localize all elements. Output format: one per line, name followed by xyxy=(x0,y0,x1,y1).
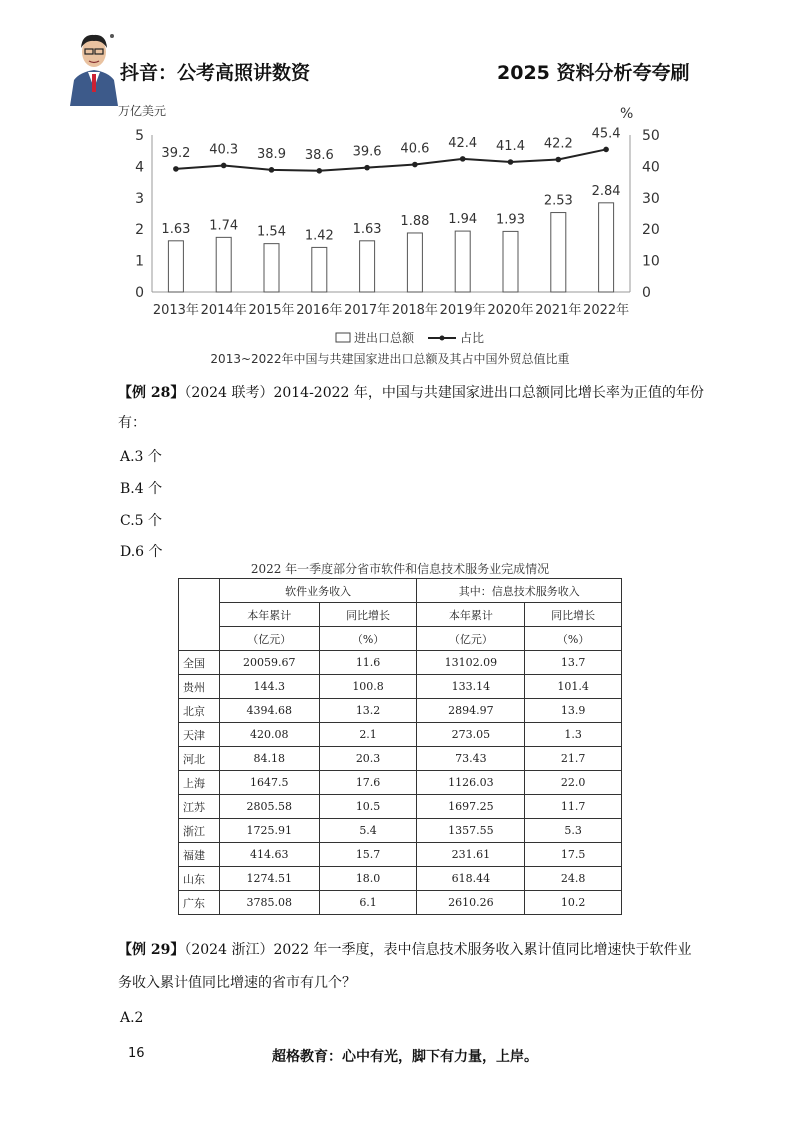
y-left-tick-label: 3 xyxy=(135,190,144,207)
y-right-tick-label: 50 xyxy=(642,128,660,144)
table-row xyxy=(179,795,622,819)
it-cum-cell: 2610.26 xyxy=(417,891,525,915)
col-sw-cum-unit: （亿元） xyxy=(219,627,319,651)
group-it-services: 其中：信息技术服务收入 xyxy=(417,579,622,603)
bar-value-label: 1.42 xyxy=(304,228,334,244)
bar xyxy=(216,237,231,292)
it-growth-cell: 22.0 xyxy=(525,771,622,795)
it-growth-cell: 13.7 xyxy=(525,651,622,675)
it-cum-cell: 73.43 xyxy=(417,747,525,771)
x-tick-label: 2021年 xyxy=(535,303,582,318)
bar-value-label: 1.88 xyxy=(400,213,430,229)
ratio-point xyxy=(508,159,514,165)
region-cell: 浙江 xyxy=(179,819,220,843)
ratio-point xyxy=(364,165,370,171)
table-row xyxy=(179,771,622,795)
region-cell: 上海 xyxy=(179,771,220,795)
q29-text-1: （2024 浙江）2022 年一季度，表中信息技术服务收入累计值同比增速快于软件业 xyxy=(184,942,692,958)
header-left-title: 抖音：公考高照讲数资 xyxy=(120,62,311,84)
it-growth-cell: 13.9 xyxy=(525,699,622,723)
bar xyxy=(312,247,327,292)
ratio-point xyxy=(603,147,609,153)
sw-cum-cell: 4394.68 xyxy=(219,699,319,723)
sw-growth-cell: 20.3 xyxy=(319,747,417,771)
sw-cum-cell: 2805.58 xyxy=(219,795,319,819)
q29-text-2: 务收入累计值同比增速的省市有几个？ xyxy=(118,975,356,991)
q28-option-d: D.6 个 xyxy=(120,544,163,560)
table-row xyxy=(179,747,622,771)
sw-growth-cell: 6.1 xyxy=(319,891,417,915)
sw-cum-cell: 1274.51 xyxy=(219,867,319,891)
x-tick-label: 2014年 xyxy=(200,303,247,318)
table-row xyxy=(179,723,622,747)
sw-growth-cell: 100.8 xyxy=(319,675,417,699)
ratio-point xyxy=(460,156,466,162)
sw-growth-cell: 5.4 xyxy=(319,819,417,843)
bar-value-label: 1.63 xyxy=(352,221,382,237)
it-cum-cell: 13102.09 xyxy=(417,651,525,675)
table-row xyxy=(179,675,622,699)
legend-line-label: 占比 xyxy=(460,331,485,345)
q28-option-b: B.4 个 xyxy=(120,481,163,497)
x-tick-label: 2015年 xyxy=(248,303,295,318)
bar-value-label: 1.54 xyxy=(257,224,286,240)
it-growth-cell: 101.4 xyxy=(525,675,622,699)
ratio-value-label: 40.6 xyxy=(400,141,430,157)
bar xyxy=(503,231,518,292)
col-it-growth: 同比增长 xyxy=(525,603,622,627)
ratio-point xyxy=(412,162,418,168)
table-row xyxy=(179,699,622,723)
sw-growth-cell: 15.7 xyxy=(319,843,417,867)
ratio-value-label: 38.6 xyxy=(304,147,334,163)
region-cell: 贵州 xyxy=(179,675,220,699)
it-cum-cell: 133.14 xyxy=(417,675,525,699)
ratio-value-label: 42.2 xyxy=(543,136,573,152)
bar xyxy=(599,203,614,292)
sw-growth-cell: 10.5 xyxy=(319,795,417,819)
ratio-point xyxy=(269,167,275,173)
table-title: 2022 年一季度部分省市软件和信息技术服务业完成情况 xyxy=(250,562,550,576)
it-cum-cell: 2894.97 xyxy=(417,699,525,723)
ratio-value-label: 39.2 xyxy=(161,145,191,161)
q29-option-a: A.2 xyxy=(120,1010,144,1026)
it-cum-cell: 1126.03 xyxy=(417,771,525,795)
col-it-cum-unit: （亿元） xyxy=(417,627,525,651)
region-cell: 福建 xyxy=(179,843,220,867)
sw-growth-cell: 17.6 xyxy=(319,771,417,795)
region-cell: 河北 xyxy=(179,747,220,771)
sw-cum-cell: 20059.67 xyxy=(219,651,319,675)
q28-text-2: 有： xyxy=(118,415,146,431)
bar xyxy=(455,231,470,292)
it-growth-cell: 10.2 xyxy=(525,891,622,915)
bar-value-label: 1.74 xyxy=(209,218,239,234)
table-row xyxy=(179,819,622,843)
it-growth-cell: 5.3 xyxy=(525,819,622,843)
table-row xyxy=(179,651,622,675)
region-cell: 北京 xyxy=(179,699,220,723)
ratio-value-label: 39.6 xyxy=(352,144,382,160)
bar xyxy=(551,213,566,292)
group-software: 软件业务收入 xyxy=(219,579,417,603)
y-right-tick-label: 30 xyxy=(642,190,660,207)
trade-chart xyxy=(100,100,680,370)
bar-value-label: 2.84 xyxy=(591,183,621,199)
q28-line1 xyxy=(118,383,704,403)
ratio-point xyxy=(556,157,562,163)
y-right-tick-label: 40 xyxy=(642,159,660,176)
y-right-tick-label: 20 xyxy=(642,222,660,239)
it-cum-cell: 1357.55 xyxy=(417,819,525,843)
ratio-point xyxy=(173,166,179,172)
table-row xyxy=(179,891,622,915)
y-left-tick-label: 2 xyxy=(135,222,144,239)
x-tick-label: 2016年 xyxy=(296,303,343,318)
ratio-value-label: 41.4 xyxy=(496,139,525,155)
col-sw-growth: 同比增长 xyxy=(319,603,417,627)
sw-growth-cell: 11.6 xyxy=(319,651,417,675)
bar xyxy=(407,233,422,292)
it-growth-cell: 1.3 xyxy=(525,723,622,747)
table-header-row-3 xyxy=(179,627,622,651)
it-growth-cell: 24.8 xyxy=(525,867,622,891)
header-right-title: 2025 资料分析夸夸刷 xyxy=(497,62,690,84)
bar-value-label: 2.53 xyxy=(543,193,573,209)
it-growth-cell: 17.5 xyxy=(525,843,622,867)
it-growth-cell: 21.7 xyxy=(525,747,622,771)
chart-title: 2013~2022年中国与共建国家进出口总额及其占中国外贸总值比重 xyxy=(210,352,570,366)
sw-cum-cell: 3785.08 xyxy=(219,891,319,915)
q29-line1 xyxy=(118,940,692,960)
bar-value-label: 1.63 xyxy=(161,221,191,237)
bar xyxy=(168,241,183,292)
y-right-tick-label: 0 xyxy=(642,285,651,301)
sw-cum-cell: 1647.5 xyxy=(219,771,319,795)
sw-cum-cell: 1725.91 xyxy=(219,819,319,843)
table-row xyxy=(179,867,622,891)
q29-tag: 【例 29】 xyxy=(118,942,185,958)
region-cell: 天津 xyxy=(179,723,220,747)
legend-line-marker xyxy=(440,336,445,341)
sw-growth-cell: 18.0 xyxy=(319,867,417,891)
table-header-row-2 xyxy=(179,603,622,627)
sw-cum-cell: 84.18 xyxy=(219,747,319,771)
software-table xyxy=(178,578,622,915)
it-cum-cell: 618.44 xyxy=(417,867,525,891)
ratio-value-label: 42.4 xyxy=(448,135,478,151)
col-sw-growth-unit: （%） xyxy=(319,627,417,651)
y-left-tick-label: 0 xyxy=(135,285,144,301)
x-tick-label: 2022年 xyxy=(583,303,630,318)
legend-bar-swatch xyxy=(336,333,350,342)
y-axis-left-label: 万亿美元 xyxy=(118,104,167,118)
region-cell: 山东 xyxy=(179,867,220,891)
bar xyxy=(264,244,279,292)
sw-growth-cell: 2.1 xyxy=(319,723,417,747)
x-tick-label: 2018年 xyxy=(391,303,438,318)
col-it-growth-unit: （%） xyxy=(525,627,622,651)
ratio-point xyxy=(221,163,227,169)
sw-cum-cell: 414.63 xyxy=(219,843,319,867)
footer-slogan: 超格教育：心中有光，脚下有力量，上岸。 xyxy=(272,1049,538,1065)
y-axis-right-label: % xyxy=(620,106,634,122)
q28-text-1: （2024 联考）2014-2022 年，中国与共建国家进出口总额同比增长率为正值的年份 xyxy=(184,385,704,401)
sw-cum-cell: 144.3 xyxy=(219,675,319,699)
x-tick-label: 2019年 xyxy=(439,303,486,318)
ratio-value-label: 45.4 xyxy=(591,126,621,142)
ratio-point xyxy=(317,168,323,174)
x-tick-label: 2013年 xyxy=(152,303,199,318)
legend-bar-label: 进出口总额 xyxy=(354,331,415,345)
q28-option-c: C.5 个 xyxy=(120,513,163,529)
col-it-cum: 本年累计 xyxy=(417,603,525,627)
region-cell: 全国 xyxy=(179,651,220,675)
corner-cell xyxy=(179,579,220,651)
col-sw-cum: 本年累计 xyxy=(219,603,319,627)
table-header-row-1 xyxy=(179,579,622,603)
bar-value-label: 1.93 xyxy=(496,212,525,228)
sw-growth-cell: 13.2 xyxy=(319,699,417,723)
q28-option-a: A.3 个 xyxy=(120,449,162,465)
it-cum-cell: 273.05 xyxy=(417,723,525,747)
x-tick-label: 2017年 xyxy=(344,303,391,318)
x-tick-label: 2020年 xyxy=(487,303,534,318)
page-number: 16 xyxy=(128,1046,145,1061)
region-cell: 广东 xyxy=(179,891,220,915)
region-cell: 江苏 xyxy=(179,795,220,819)
y-right-tick-label: 10 xyxy=(642,253,660,270)
q28-tag: 【例 28】 xyxy=(118,385,185,401)
bar-value-label: 1.94 xyxy=(448,212,478,228)
ratio-value-label: 38.9 xyxy=(257,146,286,162)
it-cum-cell: 1697.25 xyxy=(417,795,525,819)
it-growth-cell: 11.7 xyxy=(525,795,622,819)
y-left-tick-label: 5 xyxy=(135,128,144,144)
it-cum-cell: 231.61 xyxy=(417,843,525,867)
y-left-tick-label: 4 xyxy=(135,159,144,176)
bar xyxy=(360,241,375,292)
sw-cum-cell: 420.08 xyxy=(219,723,319,747)
table-row xyxy=(179,843,622,867)
ratio-value-label: 40.3 xyxy=(209,142,239,158)
presenter-avatar xyxy=(66,28,122,106)
y-left-tick-label: 1 xyxy=(135,253,144,270)
